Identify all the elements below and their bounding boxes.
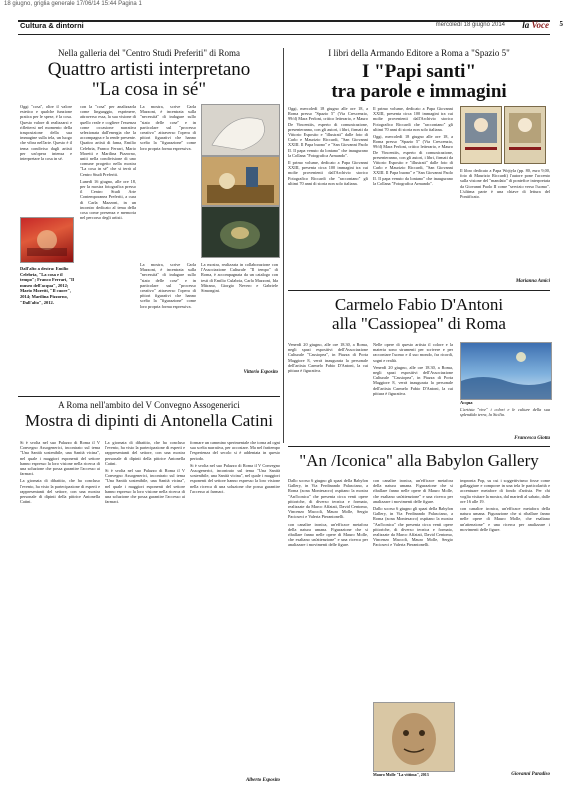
art3-col1c-text: Venerdì 20 giugno, alle ore 18.30, a Roma, negli spazi espositivi dell'Associazione Culturale "Cassiopea", in Piazza di Porta Maggiore 8, verrà inaugurata la personale dell'artista Carmelo Fabio D'Antoni, la cui pittura è figurativa. [373, 364, 453, 396]
art1-painting-red-art [21, 218, 73, 262]
art1-col4 [140, 262, 196, 372]
art1-painting-dark [201, 206, 280, 258]
art5-caption: Mauro Molle "La vittima", 2013 [373, 772, 429, 777]
art5-col2 [373, 478, 453, 700]
art2-signature: Marianna Amici [515, 279, 550, 284]
art5-col3 [460, 478, 550, 770]
art4-title: Mostra di dipinti di Antonella Catini [25, 411, 273, 430]
art1-col1-text: Oggi "cosa", oltre il valore estetico e qualche funzione pratica per le spese, é la cosa. Questo valore di realizzarsi e riflettersi nel momento della trasposizione della sua immagine sulla tela, un luogo che vibra nell'arte. Questo è il tema condiviso dagli artisti per un'opera intensa e interpretare la cosa in sé. [20, 104, 72, 162]
art3-col2-text: Nelle opere di questo artista il colore e la materia sono strumenti per scrivere e per raccontare l'uomo e il suo mondo, fra ricordi, sogni e realtà. [373, 342, 453, 363]
art5-col2b-text: con canalire ironica, un'efficace metafora della natura umana. Figurazione che si riballare fanno nelle opere di Mauro Molle, che esaltano un'attenzione" e una ricerca per analizzare i movimenti delle figure. [373, 478, 453, 504]
masthead-voce: Voce [531, 20, 549, 30]
art5-painting [373, 702, 455, 772]
art4-col3b-text: Si è svolta nel suo Palazzo di Roma il V Convegno Assogenerici, incontrato sul tema "Una Sanità sostenibile, una Sanità vicina", nel quale i maggiori esponenti del settore hanno espresso la loro visione nella ricerca di una soluzione che possa garantire l'accesso ai farmaci. [190, 462, 280, 494]
art4-col1 [20, 440, 100, 775]
art1-col2 [80, 104, 136, 374]
art5-col1-text: Dallo scorso 6 giugno gli spazi della Babylon Gallery, in Via Ferdinando Palasciano, a Roma (zona Montesacro) ospitano la mostra "An/Iconica" che presenta circa venti opere pittoriche, di diverso tecnica e formato, realizzate da Marco Affatati, David Centomo, Vincenzo Maccoli, Mauro Molle, Sergio Pacioseci e Valeria Pierantonelli. [288, 478, 368, 520]
page-number: 5 [559, 20, 563, 28]
art1-col2-text: con la "cosa" per analizzarla come linguaggio, esprimere, attraverso essa, la sua visione di quello reale e cogliere l'essenza come occasione narrativa selezionata dall'energia che la accompagna e la rende presente. Quattro artisti di fama, Emilio Celebria, Franco Ferrari, Mario Moretti e Marilina Pizzorno, uniti nella condivisione di uno comune progetto nella mostra "La cosa in sé" che si terrà al Centro Studi Preferiti. [80, 104, 136, 177]
art3-col2 [373, 342, 453, 442]
art3-title-2: alla "Cassiopea" di Roma [332, 314, 506, 333]
art1-title-2: "La cosa in sé" [91, 79, 207, 100]
art1-kicker: Nella galleria del "Centro Studi Preferiti" di Roma [57, 48, 241, 58]
art1-col3-text: Lunedì 16 giugno, alle ore 18, per la mostra fotografica presso il Centro Studi Arte Contemporanea Preferiti, a cura di Carla Mazzoni, in un incontro dedicato al tema della cosa come presenza e memoria nel percorso degli artisti. [80, 178, 136, 221]
art4-col2-text: La giornata di dibattito, che ha concluso l'evento, ha visto la partecipazione di esperti e rappresentanti del settore, con una mostra personale di dipinti della pittrice Antonella Catini. [20, 478, 100, 505]
art3-col1-text: Venerdì 20 giugno, alle ore 18.30, a Roma, negli spazi espositivi dell'Associazione Culturale "Cassiopea", in Piazza di Porta Maggiore 8, verrà inaugurata la personale dell'artista Carmelo Fabio D'Antoni, la cui pittura è figurativa. [288, 342, 368, 374]
art3-signature: Francesca Giotta [514, 436, 550, 441]
art4-col2b-text: La giornata di dibattito, che ha concluso l'evento, ha visto la partecipazione di esperti e rappresentanti del settore, con una mostra personale di dipinti della pittrice Antonella Catini. [105, 440, 185, 466]
art4-top-rule [18, 396, 280, 397]
issue-date: mercoledì 18 giugno 2014 [435, 22, 505, 28]
art5-col1 [288, 478, 368, 778]
art1-painting-red [20, 217, 74, 263]
art5-col3b-text: con canalire ironica, un'efficace metafora della natura umana. Figurazione che si riballare fanno nelle opere di Mauro Molle, che esaltano un'attenzione" e una ricerca per analizzare i movimenti delle figure. [460, 506, 550, 532]
art5-painting-art [374, 703, 454, 771]
art1-painting-still-life-art [202, 157, 279, 205]
art4-col3-text: formare un cammino sperimentale che torna ad ogni sua scelta narrativa, per accostare. Ma nel frattempo l'esperienza del secolo si è addentata in questo periodo. [190, 440, 280, 461]
art1-col1 [20, 104, 72, 216]
art2-book-cover-1-art [461, 107, 501, 163]
art4-signature: Alberto Esposito [245, 778, 280, 783]
art2-col1-text: Oggi, mercoledì 18 giugno alle ore 18, a Roma presso "Spazio 5" (Via Crescenzio, 99/d) Mara Ferloni, critico letterario, e Mauro De Vincentiis, esperto di comunicazione, presenteranno, con gli autori, i libri, firmati da Vittorio Esposito e "illustrati" dalle foto di Carlo e Maurizio Riccardi, "San Giovanni XXIII. Il Papa buono" e "San Giovanni Paolo II. Il papa venuto da lontano" che inaugurano la Collana "Fotografica Armando". [288, 106, 368, 158]
art3-caption: L'artista "vive" i colori e le culture della sua splendida terra, la Sicilia. [460, 407, 550, 418]
art1-col5 [201, 262, 278, 372]
art5-title: "An /Iconica" alla Babylon Gallery [299, 451, 539, 470]
art2-col2-text: Il primo volume, dedicato a Papa Giovanni XXIII, presenta circa 100 immagini tra cui molte provenienti dall'Archivio storico Fotografico Riccardi che "raccontano" gli ultimi 70 anni di storia non solo italiana. [288, 160, 368, 186]
art1-signature: Vittorio Esposito [243, 370, 278, 375]
art2-col1 [288, 106, 368, 280]
art2-kicker: I libri della Armando Editore a Roma a "Spazio 5" [328, 48, 510, 58]
masthead-la: la [522, 20, 530, 30]
art1-col4-text: La mostra, scrive Carla Mazzoni, è incentrata sulla "necessità" di indagare sullo "stato delle cose" e in particolare sul "processo creativo" attraverso l'opera di pittori figurativi che hanno scelto la "figurazione" come loro propria forma espressiva. [140, 104, 196, 151]
art2-col2b-text: Il primo volume, dedicato a Papa Giovanni XXIII, presenta circa 100 immagini tra cui molte provenienti dall'Archivio storico Fotografico Riccardi che "raccontano" gli ultimi 70 anni di storia non solo italiana. [373, 106, 453, 132]
art4-col1b-text: Si è svolta nel suo Palazzo di Roma il V Convegno Assogenerici, incontrato sul tema "Una Sanità sostenibile, una Sanità vicina", nel quale i maggiori esponenti del settore hanno espresso la loro visione nella ricerca di una soluzione che possa garantire l'accesso ai farmaci. [105, 468, 185, 505]
art2-col1b-text: Oggi, mercoledì 18 giugno alle ore 18, a Roma presso "Spazio 5" (Via Crescenzio, 99/d) Mara Ferloni, critico letterario, e Mauro De Vincentiis, esperto di comunicazione, presenteranno, con gli autori, i libri, firmati da Vittorio Esposito e "illustrati" dalle foto di Carlo e Maurizio Riccardi, "San Giovanni XXIII. Il Papa buono" e "San Giovanni Paolo II. Il papa venuto da lontano" che inaugurano la Collana "Fotografica Armando". [373, 134, 453, 186]
art4-col2 [105, 440, 185, 775]
art2-col3-text: Il libro dedicato a Papa Wojtyla (pp. 80, euro 9,00, foto di Maurizio Riccardi) l'autore pone l'accento sulla visione del "mandato" di pontefice interpretata da Giovanni Paolo II come "servizio verso l'uomo". L'ultima parte è una chiave di lettura del Pontificato. [460, 168, 550, 200]
art3-col1 [288, 342, 368, 442]
art2-col3 [460, 168, 550, 280]
art1-painting-still-life [201, 156, 280, 206]
art4-col1-text: Si è svolta nel suo Palazzo di Roma il V Convegno Assogenerici, incontrato sul tema "Una Sanità sostenibile, una Sanità vicina", nel quale i maggiori esponenti del settore hanno espresso la loro visione nella ricerca di una soluzione che possa garantire l'accesso ai farmaci. [20, 440, 100, 477]
art1-col4b-text: La mostra, scrive Carla Mazzoni, è incentrata sulla "necessità" di indagare sullo "stato delle cose" e in particolare sul "processo creativo" attraverso l'opera di pittori figurativi che hanno scelto la "figurazione" come loro propria forma espressiva. [140, 262, 196, 309]
art5-col3-text: impronta Pop, su cui i soggettivismo fosse come gallaggiare e comporre in una tela le particolarità e accentuare metafore di fondo d'artista. Per chi voglia visitare la mostra, dal martedì al sabato, dalle ore 16 alle 19. [460, 478, 550, 504]
art2-title-1: I "Papi santi" [361, 61, 476, 82]
masthead [522, 20, 549, 30]
art1-col5-text: La mostra, realizzata in collaborazione con l'Associazione Culturale "Il tempo" di Roma, è accompagnata da un catalogo con testi di Emilio Culabria, Carla Mazzoni, Ida Mitrano, Giorgio Nevero e Gabriele Simongini. [201, 262, 278, 294]
art2-book-cover-2-art [505, 107, 545, 163]
art5-top-rule [288, 446, 550, 447]
pdf-header: 18 giugno, griglia generale 17/06/14 15:44 Pagina 1 [4, 1, 142, 7]
art5-col2-text: con canalire ironica, un'efficace metafora della natura umana. Figurazione che si riballare fanno nelle opere di Mauro Molle, che esaltano un'attenzione" e una ricerca per analizzare i movimenti delle figure. [288, 521, 368, 548]
art5-signature: Giovanni Paradiso [511, 772, 550, 777]
art5-col1b-text: Dallo scorso 6 giugno gli spazi della Babylon Gallery, in Via Ferdinando Palasciano, a Roma (zona Montesacro) ospitano la mostra "An/Iconica" che presenta circa venti opere pittoriche, di diverso tecnica e formato, realizzate da Marco Affatati, David Centomo, Vincenzo Maccoli, Mauro Molle, Sergio Pacioseci e Valeria Pierantonelli. [373, 506, 453, 548]
art1-caption: Dall'alto a destra: Emilio Celebria, "La cosa e il tempo"; Franco Ferrari, "Il museo dell'acqua", 2012; Mario Moretti, "Il cuore", 2014; Marilina Pizzorno, "Dall'alto", 2012. [20, 266, 74, 305]
section-name: Cultura & dintorni [20, 21, 84, 30]
art4-col3 [190, 440, 280, 775]
art2-col2 [373, 106, 453, 280]
art1-painting-cloth-art [202, 105, 279, 155]
art3-image-title: Acqua [460, 400, 473, 405]
art3-painting-water-art [461, 343, 551, 399]
art1-painting-cloth [201, 104, 280, 156]
art1-painting-dark-art [202, 207, 279, 257]
art2-book-cover-1 [460, 106, 502, 164]
column-divider [283, 48, 284, 443]
art2-title-2: tra parole e immagini [331, 81, 507, 102]
art1-title-1: Quattro artisti interpretano [47, 59, 251, 80]
art2-book-cover-2 [504, 106, 546, 164]
art4-kicker: A Roma nell'ambito del V Convegno Assogenerici [58, 400, 240, 410]
art3-painting-water [460, 342, 552, 400]
art3-top-rule [288, 290, 550, 291]
art3-title-1: Carmelo Fabio D'Antoni [334, 295, 504, 314]
